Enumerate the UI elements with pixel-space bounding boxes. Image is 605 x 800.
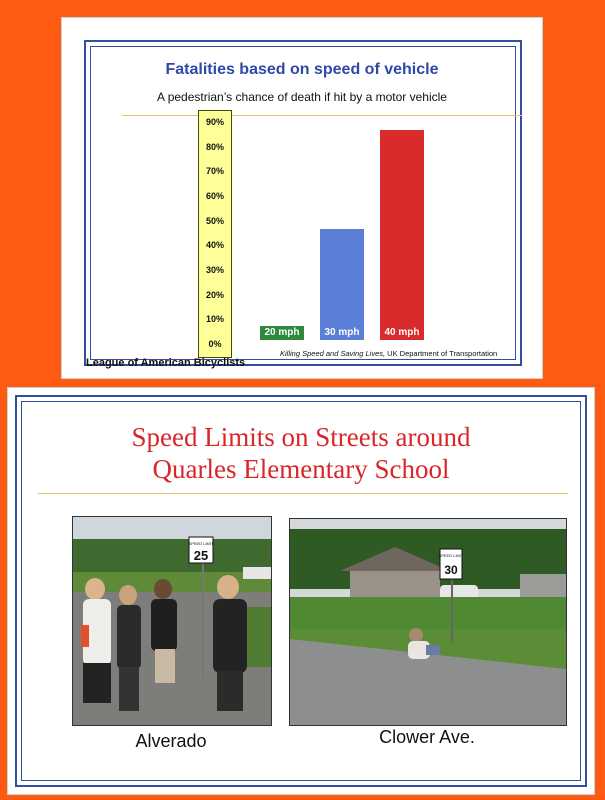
clower-ave-photo bbox=[289, 518, 567, 726]
bar-label: 20 mph bbox=[264, 327, 300, 338]
school-title-line2: Quarles Elementary School bbox=[152, 454, 450, 484]
chart-plot-area bbox=[62, 18, 542, 378]
y-tick-label: 30% bbox=[205, 265, 224, 275]
chart-subtitle: A pedestrian’s chance of death if hit by a motor vehicle bbox=[157, 90, 447, 104]
y-tick-label: 20% bbox=[205, 289, 224, 300]
bar-label: 40 mph bbox=[384, 327, 420, 338]
chart-title: Fatalities based on speed of vehicle bbox=[165, 61, 439, 78]
sign-left-number: 25 bbox=[193, 548, 209, 563]
school-title-rule bbox=[38, 493, 568, 494]
chart-source-rest: UK Department of Transportation bbox=[385, 349, 498, 358]
y-tick-label: 40% bbox=[205, 240, 224, 251]
chart-source bbox=[280, 349, 497, 358]
y-tick-label: 80% bbox=[205, 141, 224, 152]
bar-40-mph bbox=[380, 130, 424, 340]
chart-credit: League of American Bicyclists bbox=[86, 357, 246, 369]
sign-right-number: 30 bbox=[444, 563, 458, 577]
chart-card bbox=[62, 18, 542, 378]
bar-label: 30 mph bbox=[324, 327, 360, 338]
y-tick-label: 70% bbox=[205, 166, 224, 177]
alverado-caption: Alverado bbox=[135, 731, 207, 751]
y-tick-label: 90% bbox=[205, 117, 224, 127]
y-tick-label: 0% bbox=[208, 339, 222, 349]
y-tick-label: 10% bbox=[205, 314, 224, 325]
school-title-line1: Speed Limits on Streets around bbox=[131, 422, 471, 452]
chart-source-italic: Killing Speed and Saving Lives, bbox=[280, 349, 386, 358]
y-axis-column bbox=[198, 110, 232, 358]
school-card bbox=[8, 388, 594, 794]
sign-left-text: SPEED LIMIT bbox=[188, 541, 214, 546]
y-tick-label: 50% bbox=[205, 215, 224, 226]
clower-ave-caption: Clower Ave. bbox=[379, 727, 475, 747]
alverado-photo bbox=[72, 516, 272, 726]
sign-right-text: SPEED LIMIT bbox=[438, 553, 464, 558]
bar-30-mph bbox=[320, 229, 364, 340]
y-tick-label: 60% bbox=[205, 191, 224, 201]
